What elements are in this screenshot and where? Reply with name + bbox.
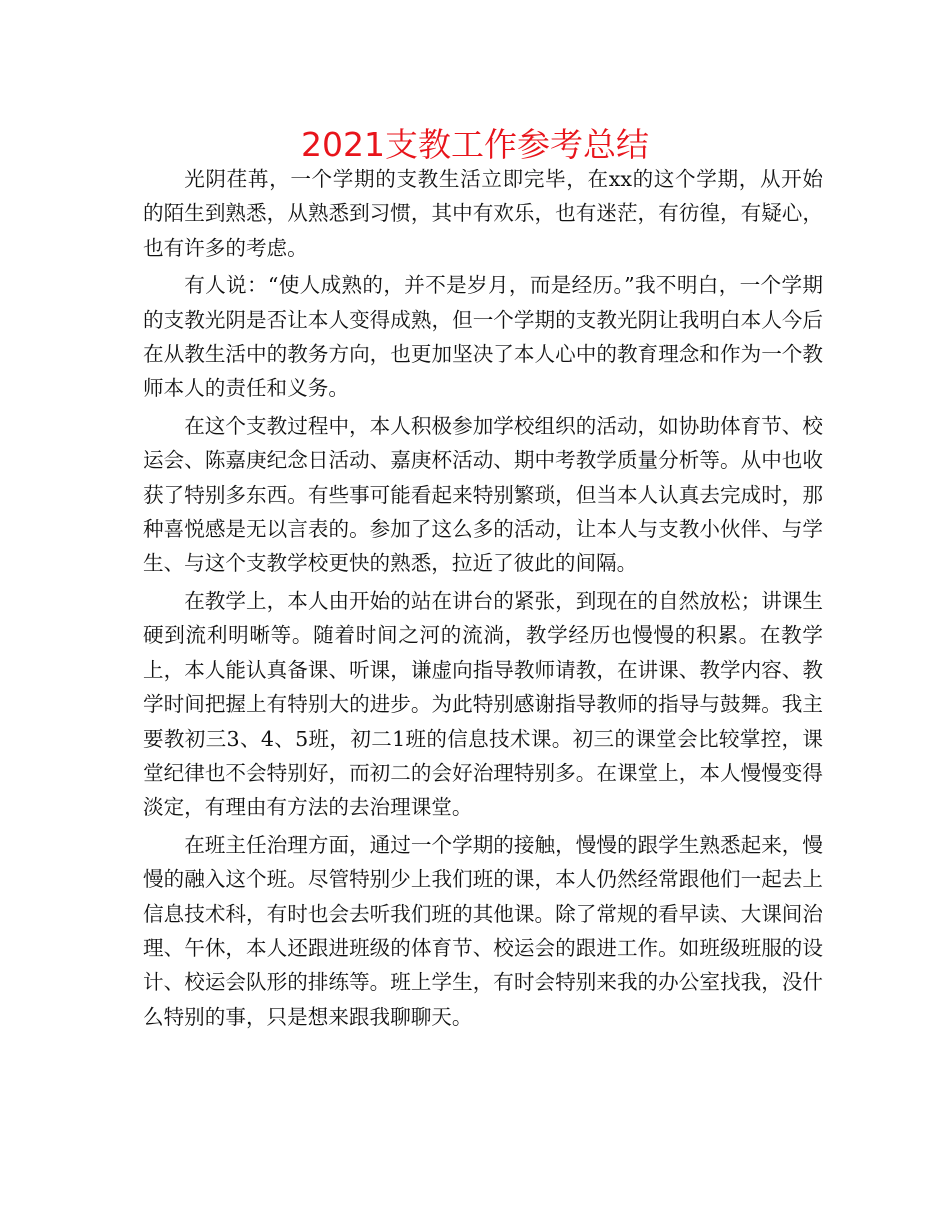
paragraph-5: 在班主任治理方面，通过一个学期的接触，慢慢的跟学生熟悉起来，慢慢的融入这个班。尽管特别少上我们班的课，本人仍然经常跟他们一起去上信息技术科，有时也会去听我们班的其他课。除了常规的看早读、大课间治理、午休，本人还跟进班级的体育节、校运会的跟进工作。如班级班服的设计、校运会队形的排练等。班上学生，有时会特别来我的办公室找我，没什么特别的事，只是想来跟我聊聊天。 bbox=[143, 832, 823, 1029]
paragraph-4: 在教学上，本人由开始的站在讲台的紧张，到现在的自然放松；讲课生硬到流利明晰等。随着时间之河的流淌，教学经历也慢慢的积累。在教学上，本人能认真备课、听课，谦虚向指导教师请教，在讲课、教学内容、教学时间把握上有特别大的进步。为此特别感谢指导教师的指导与鼓舞。我主要教初三3、4、5班，初二1班的信息技术课。初三的课堂会比较掌控，课堂纪律也不会特别好，而初二的会好治理特别多。在课堂上，本人慢慢变得淡定，有理由有方法的去治理课堂。 bbox=[143, 588, 823, 820]
paragraph-1: 光阴荏苒，一个学期的支教生活立即完毕，在xx的这个学期，从开始的陌生到熟悉，从熟悉到习惯，其中有欢乐，也有迷茫，有彷徨，有疑心，也有许多的考虑。 bbox=[143, 167, 823, 260]
paragraph-3: 在这个支教过程中，本人积极参加学校组织的活动，如协助体育节、校运会、陈嘉庚纪念日活动、嘉庚杯活动、期中考教学质量分析等。从中也收获了特别多东西。有些事可能看起来特别繁琐，但当本人认真去完成时，那种喜悦感是无以言表的。参加了这么多的活动，让本人与支教小伙伴、与学生、与这个支教学校更快的熟悉，拉近了彼此的间隔。 bbox=[143, 413, 823, 576]
document-title: 2021支教工作参考总结 bbox=[301, 125, 649, 164]
paragraph-2: 有人说：“使人成熟的，并不是岁月，而是经历。”我不明白，一个学期的支教光阴是否让本人变得成熟，但一个学期的支教光阴让我明白本人今后在从教生活中的教务方向，也更加坚决了本人心中的教育理念和作为一个教师本人的责任和义务。 bbox=[143, 273, 823, 401]
document-body bbox=[143, 162, 823, 1034]
